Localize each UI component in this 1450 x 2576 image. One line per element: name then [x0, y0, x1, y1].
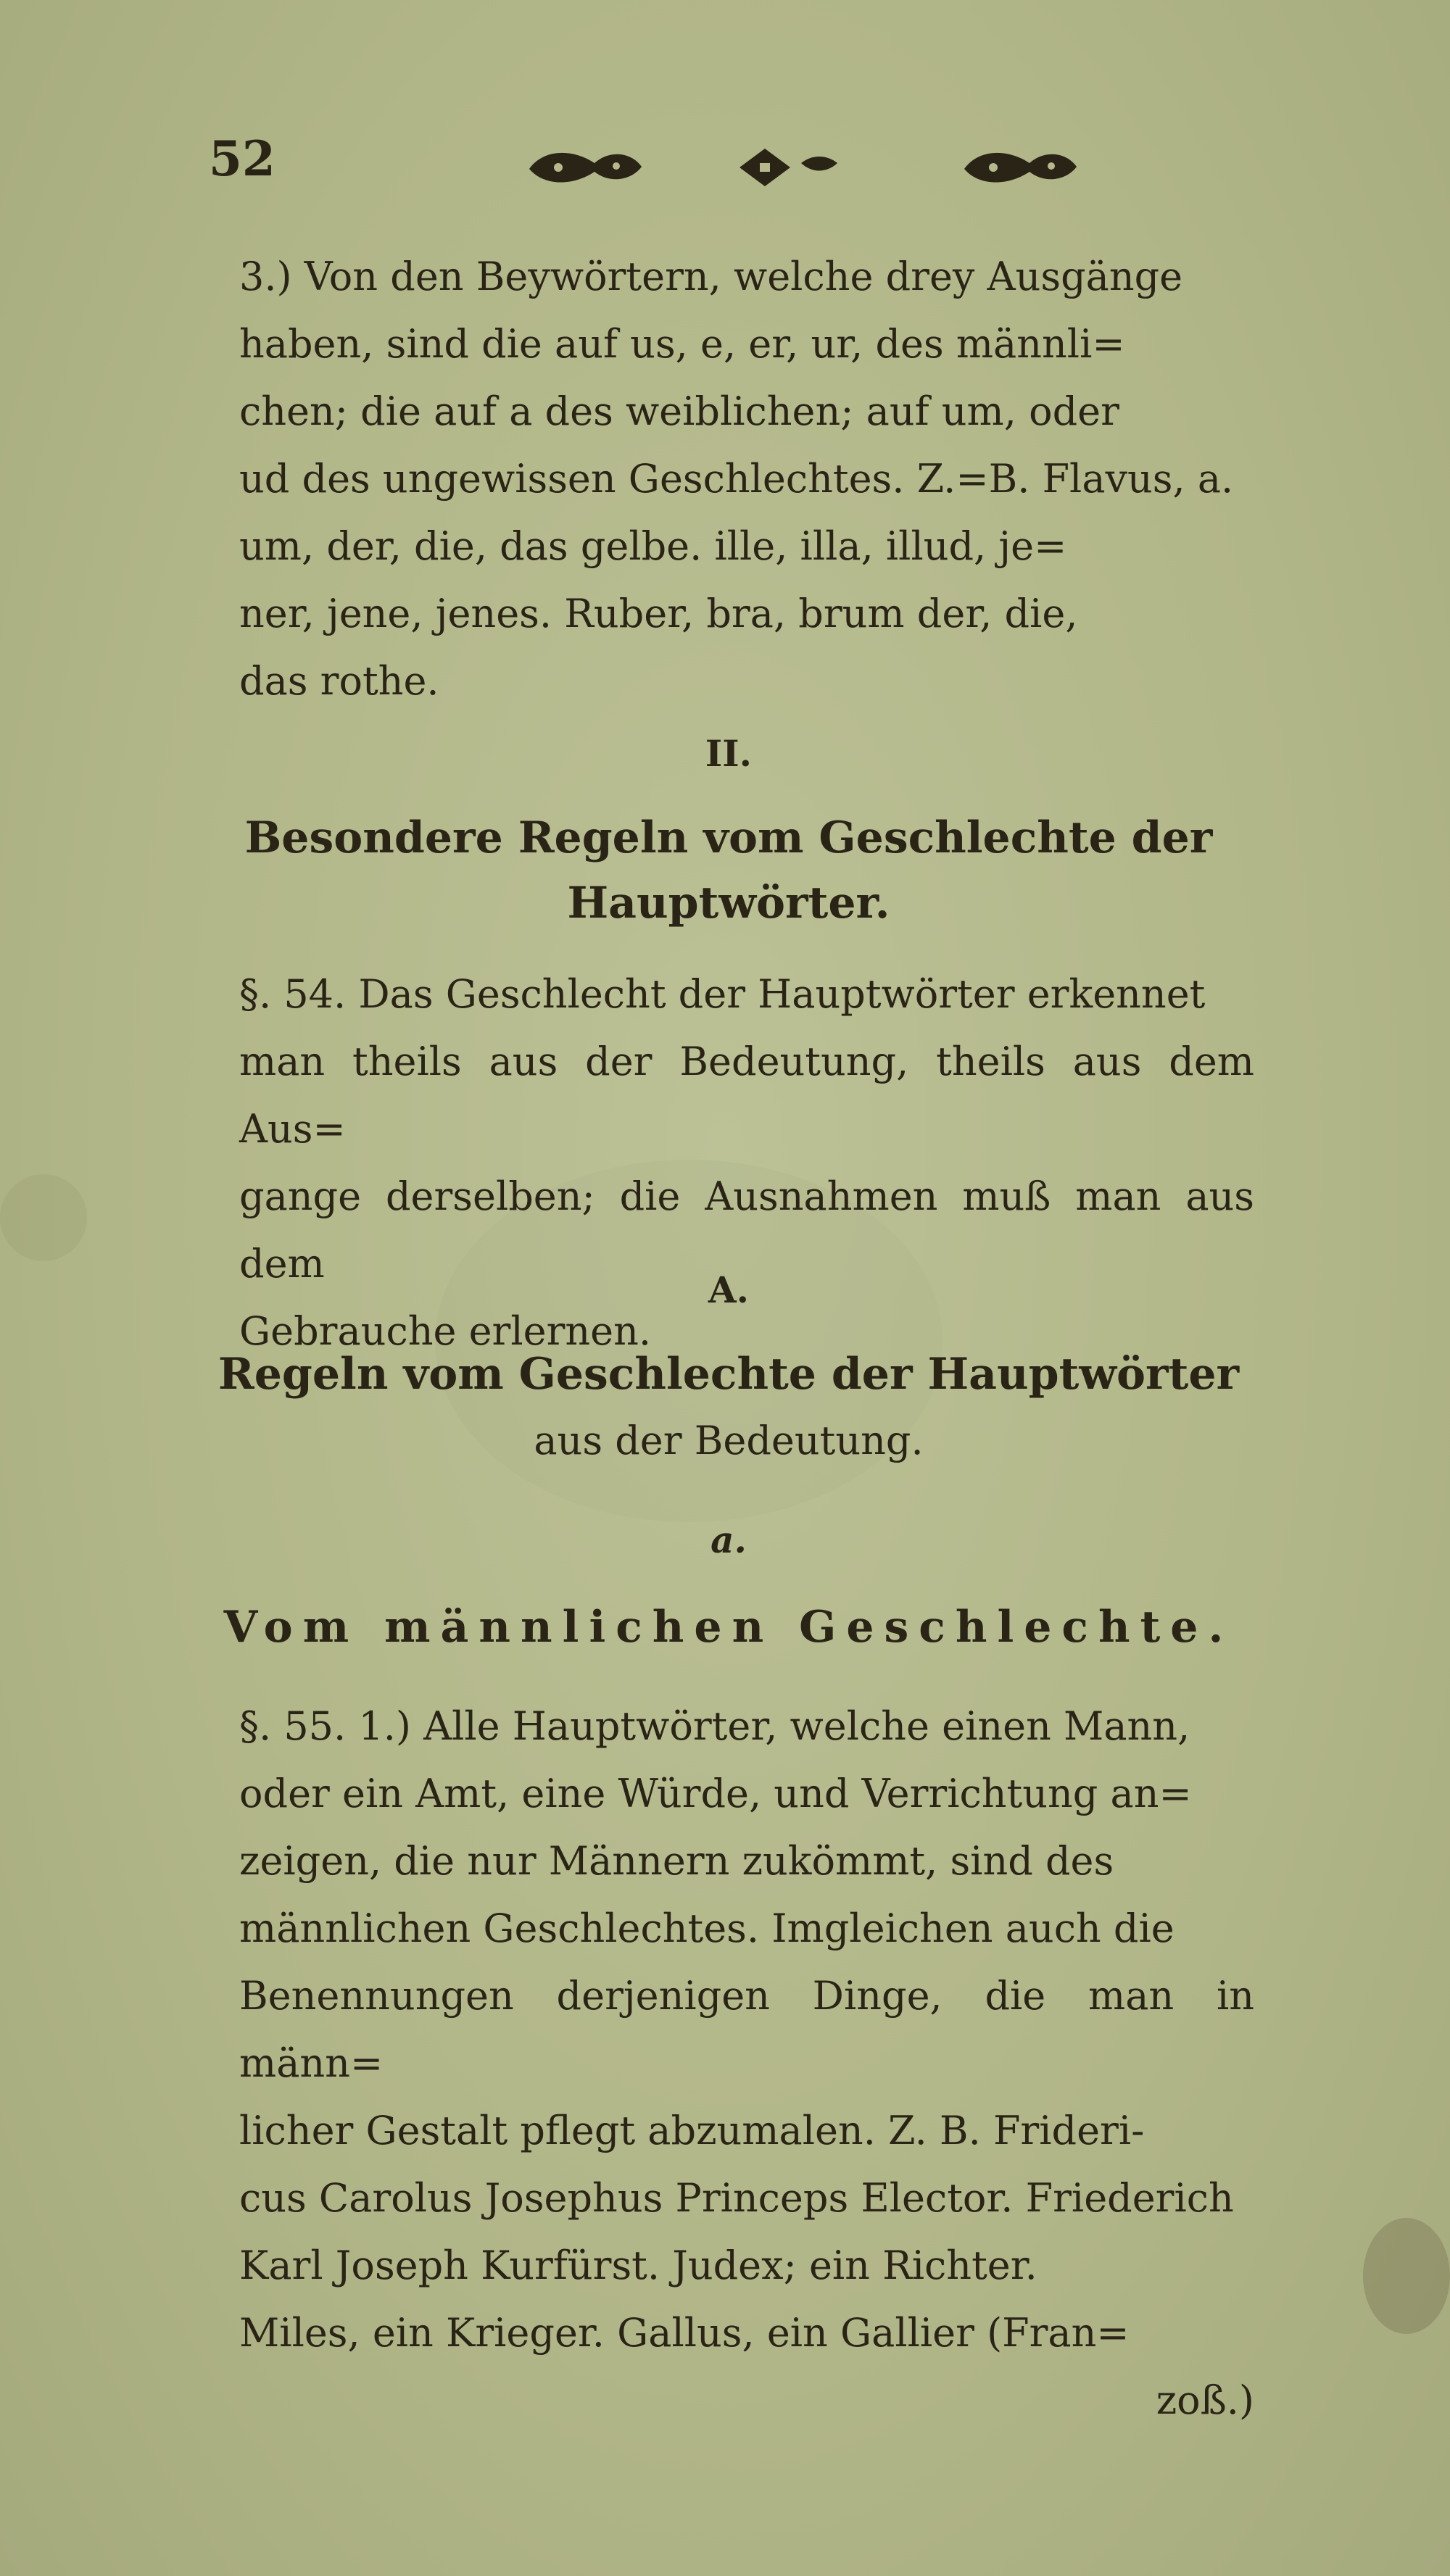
- catchword: zoß.): [1156, 2377, 1254, 2423]
- text-line: ner, jene, jenes. Ruber, bra, brum der, die,: [239, 591, 1078, 636]
- text-line: gange derselben; die Ausnahmen muß man aus dem: [239, 1173, 1254, 1287]
- page-stain: [1363, 2218, 1450, 2334]
- sub-subsection-title: Vom männlichen Geschlechte.: [223, 1602, 1234, 1653]
- text-line: 3.) Von den Beywörtern, welche drey Ausgänge: [239, 254, 1183, 299]
- text-line: licher Gestalt pflegt abzumalen. Z. B. Frideri-: [239, 2108, 1145, 2153]
- text-line: ud des ungewissen Geschlechtes. Z.=B. Flavus, a.: [239, 456, 1234, 502]
- sub-subsection-letter: a.: [710, 1518, 747, 1561]
- text-line: um, der, die, das gelbe. ille, illa, illud, je=: [239, 523, 1067, 569]
- text-line: zeigen, die nur Männern zukömmt, sind des: [239, 1838, 1114, 1884]
- text-line: cus Carolus Josephus Princeps Elector. Friederich: [239, 2175, 1234, 2221]
- rule-3-paragraph: [239, 243, 1254, 715]
- section-number: II.: [705, 732, 753, 775]
- page-stain: [0, 1174, 87, 1261]
- text-line: oder ein Amt, eine Würde, und Verrichtung an=: [239, 1771, 1192, 1816]
- text-line: Karl Joseph Kurfürst. Judex; ein Richter.: [239, 2243, 1037, 2288]
- text-line: männlichen Geschlechtes. Imgleichen auch die: [239, 1906, 1174, 1951]
- page-header: [203, 123, 1290, 203]
- subsection-title: Regeln vom Geschlechte der Hauptwörter: [218, 1349, 1240, 1400]
- header-ornament: [515, 141, 1109, 192]
- paragraph-55: [239, 1692, 1254, 2434]
- text-line: das rothe.: [239, 658, 439, 704]
- text-line: Benennungen derjenigen Dinge, die man in männ=: [239, 1973, 1254, 2086]
- subsection-letter: A.: [708, 1268, 750, 1311]
- text-line: Miles, ein Krieger. Gallus, ein Gallier (Fran=: [239, 2310, 1130, 2356]
- page-number: 52: [209, 130, 276, 187]
- subsection-title-continued: aus der Bedeutung.: [534, 1418, 924, 1463]
- section-title: Besondere Regeln vom Geschlechte der: [244, 813, 1213, 863]
- section-title-continued: Hauptwörter.: [567, 878, 890, 928]
- text-line: chen; die auf a des weiblichen; auf um, oder: [239, 389, 1119, 434]
- text-line: haben, sind die auf us, e, er, ur, des männli=: [239, 321, 1125, 367]
- text-line: §. 55. 1.) Alle Hauptwörter, welche einen Mann,: [239, 1703, 1190, 1749]
- text-line: §. 54. Das Geschlecht der Hauptwörter erkennet: [239, 971, 1206, 1017]
- text-line: man theils aus der Bedeutung, theils aus dem Aus=: [239, 1039, 1254, 1152]
- text-line: Gebrauche erlernen.: [239, 1308, 652, 1354]
